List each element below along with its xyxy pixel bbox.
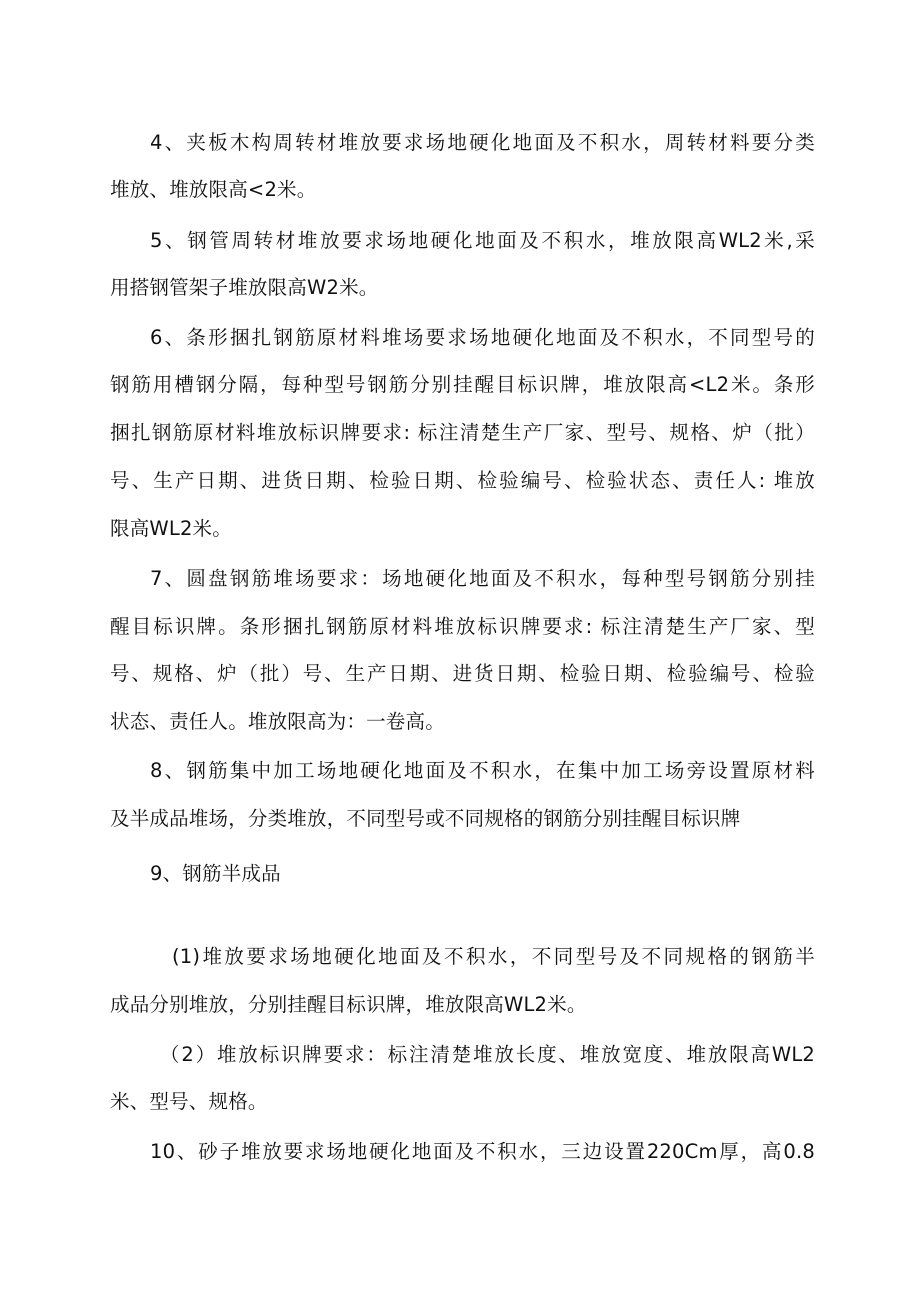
- paragraph-6-line-2: 钢筋用槽钢分隔，每种型号钢筋分别挂醒目标识牌，堆放限高<L2米。条形: [110, 373, 815, 396]
- paragraph-6-line-5: 限高WL2米。: [110, 517, 232, 540]
- paragraph-4-line-2: 堆放、堆放限高<2米。: [110, 178, 317, 201]
- paragraph-8-line-2: 及半成品堆场，分类堆放，不同型号或不同规格的钢筋分别挂醒目标识牌: [110, 807, 741, 830]
- paragraph-7-line-4: 状态、责任人。堆放限高为：一卷高。: [110, 710, 445, 733]
- paragraph-9-1-line-2: 成品分别堆放，分别挂醒目标识牌，堆放限高WL2米。: [110, 993, 587, 1016]
- paragraph-9-1-line-1: (1)堆放要求场地硬化地面及不积水，不同型号及不同规格的钢筋半: [172, 945, 815, 968]
- paragraph-4-line-1: 4、夹板木构周转材堆放要求场地硬化地面及不积水，周转材料要分类: [150, 131, 815, 154]
- paragraph-7-line-2: 醒目标识牌。条形捆扎钢筋原材料堆放标识牌要求: 标注清楚生产厂家、型: [110, 615, 815, 638]
- paragraph-7-line-1: 7、圆盘钢筋堆场要求：场地硬化地面及不积水，每种型号钢筋分别挂: [150, 567, 815, 590]
- paragraph-9-2-line-1: （2）堆放标识牌要求：标注清楚堆放长度、堆放宽度、堆放限高WL2: [160, 1043, 815, 1066]
- paragraph-6-line-3: 捆扎钢筋原材料堆放标识牌要求: 标注清楚生产厂家、型号、规格、炉（批）: [110, 421, 815, 444]
- paragraph-10-line-1: 10、砂子堆放要求场地硬化地面及不积水，三边设置220Cm厚，高0.8: [150, 1140, 815, 1163]
- paragraph-6-line-4: 号、生产日期、进货日期、检验日期、检验编号、检验状态、责任人: 堆放: [110, 469, 815, 492]
- paragraph-9-heading: 9、钢筋半成品: [150, 862, 281, 885]
- paragraph-5-line-1: 5、钢管周转材堆放要求场地硬化地面及不积水，堆放限高WL2米,采: [150, 229, 815, 252]
- paragraph-6-line-1: 6、条形捆扎钢筋原材料堆场要求场地硬化地面及不积水，不同型号的: [150, 326, 815, 349]
- paragraph-9-2-line-2: 米、型号、规格。: [110, 1090, 268, 1113]
- paragraph-7-line-3: 号、规格、炉（批）号、生产日期、进货日期、检验日期、检验编号、检验: [110, 662, 815, 685]
- paragraph-5-line-2: 用搭钢管架子堆放限高W2米。: [110, 276, 379, 299]
- paragraph-8-line-1: 8、钢筋集中加工场地硬化地面及不积水，在集中加工场旁设置原材料: [150, 759, 815, 782]
